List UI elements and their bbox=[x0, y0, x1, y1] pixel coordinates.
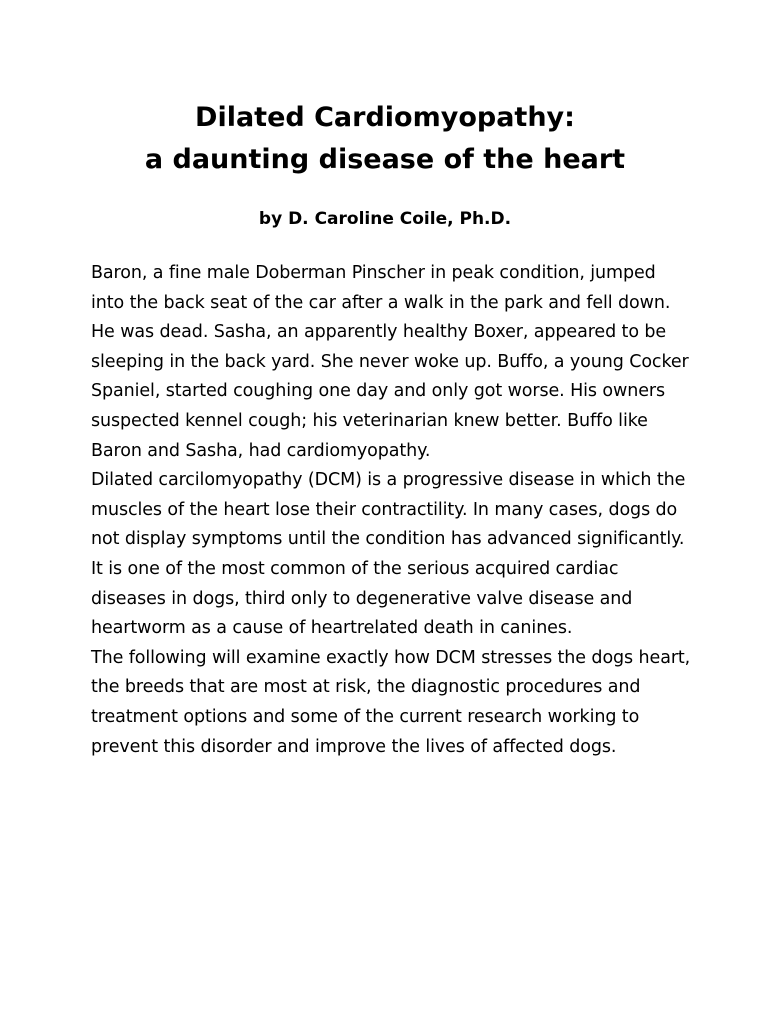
paragraph-intro: Baron, a fine male Doberman Pinscher in peak condition, jumped into the back seat of the car after a walk in the park and fell down. He was dead. Sasha, an apparently healthy Boxer, appeared to be sleeping in the back yard. She never woke up. Buffo, a young Cocker Spaniel, started coughing one day and only got worse. His owners suspected kennel cough; his veterinarian knew better. Buffo like Baron and Sasha, had cardiomyopathy. bbox=[91, 263, 689, 461]
paragraph-overview: The following will examine exactly how DCM stresses the dogs heart, the breeds that are most at risk, the diagnostic procedures and treatment options and some of the current research working to prevent this disorder and improve the lives of affected dogs. bbox=[91, 647, 691, 757]
title-line-1: Dilated Cardiomyopathy: bbox=[195, 102, 575, 133]
author-byline: by D. Caroline Coile, Ph.D. bbox=[258, 209, 512, 229]
article-body bbox=[91, 259, 691, 762]
paragraph-definition: Dilated carcilomyopathy (DCM) is a progressive disease in which the muscles of the heart lose their contractility. In many cases, dogs do not display symptoms until the condition has advanced significantly. It is one of the most common of the serious acquired cardiac diseases in dogs, third only to degenerative valve disease and heartworm as a cause of heartrelated death in canines. bbox=[91, 470, 686, 639]
title-line-2: a daunting disease of the heart bbox=[144, 144, 626, 175]
